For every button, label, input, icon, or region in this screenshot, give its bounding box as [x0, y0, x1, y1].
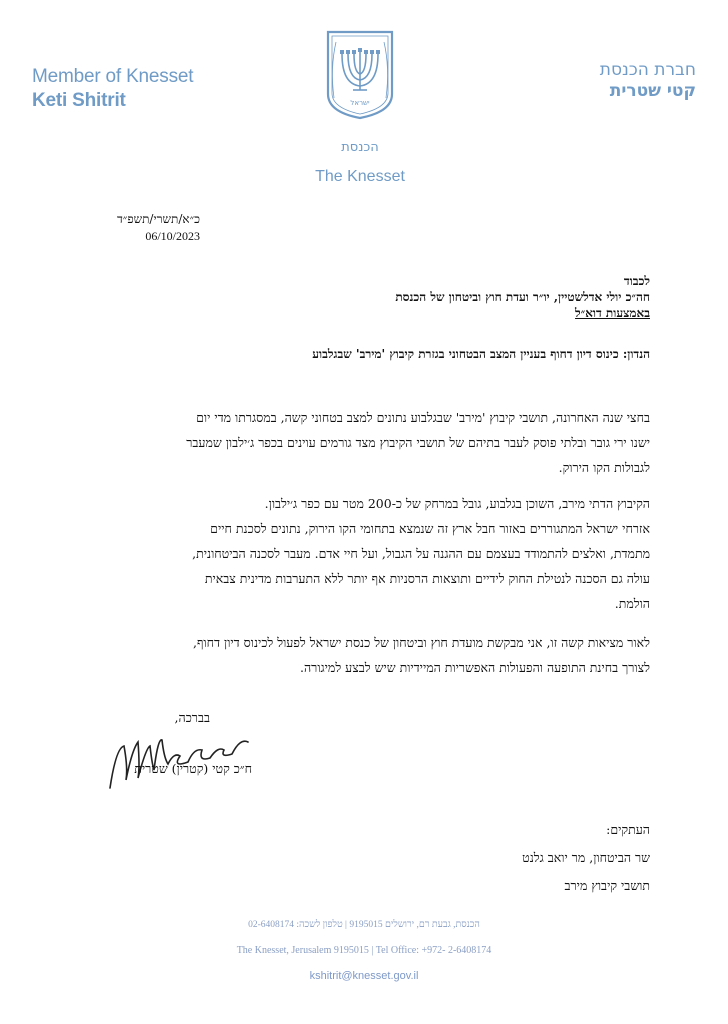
paragraph-line: בחצי שנה האחרונה, תושבי קיבוץ 'מירב' שבגלבוע נתונים למצב בטחוני קשה, במסגרתו מדי יום — [196, 410, 650, 425]
paragraph-line: לצורך בחינת התופעה והפעולות האפשריות המיידיות שיש לבצע למיגורה. — [300, 660, 650, 675]
paragraph-line: הולמת. — [614, 596, 650, 611]
paragraph-line: לאור מציאות קשה זו, אני מבקשת מועדת חוץ וביטחון של כנסת ישראל לפעול לכינוס דיון דחוף, — [192, 635, 650, 650]
copies-item: שר הביטחון, מר יואב גלנט — [522, 850, 650, 865]
addressee-block — [90, 273, 650, 321]
date-gregorian: 06/10/2023 — [145, 229, 200, 243]
delivery-method: באמצעות דוא״ל — [575, 306, 650, 320]
copies-list — [250, 816, 650, 900]
body-paragraph-2 — [30, 491, 650, 616]
addressee-salutation: לכבוד — [623, 274, 650, 288]
body-paragraph-3 — [30, 630, 650, 680]
signer-name: ח״כ קטי (קטרין) שטרית — [134, 761, 252, 776]
copies-title: העתקים: — [606, 822, 650, 837]
closing-greeting: בברכה, — [174, 710, 210, 725]
date-hebrew: כ״א/תשרי/תשפ״ד — [117, 212, 200, 226]
body-paragraph-1 — [30, 405, 650, 480]
menorah-emblem-icon — [320, 28, 400, 120]
mk-name-hebrew: קטי שטרית — [609, 81, 696, 101]
mk-title-english: Member of Knesset — [32, 66, 194, 87]
paragraph-line: עולה גם הסכנה לנטילת החוק לידיים ותוצאות הרסניות אף יותר ללא התערבות מדינית צבאית — [204, 571, 650, 586]
addressee-name: חה״כ יולי אדלשטיין, יו״ר ועדת חוץ וביטחון של הכנסת — [395, 290, 650, 304]
footer-email[interactable]: kshitrit@knesset.gov.il — [309, 970, 419, 982]
knesset-english: The Knesset — [315, 168, 405, 185]
copies-item: תושבי קיבוץ מירב — [564, 878, 650, 893]
paragraph-line: הקיבוץ הדתי מירב, השוכן בגלבוע, גובל במרחק של כ-200 מטר עם כפר ג׳ילבון. — [264, 496, 650, 511]
paragraph-line: אזרחי ישראל המתגוררים באזור חבל ארץ זה שנמצא בתחומי הקו הירוק, נתונים לסכנת חיים — [210, 521, 650, 536]
knesset-hebrew: הכנסת — [341, 140, 379, 155]
footer-address-english: The Knesset, Jerusalem 9195015 | Tel Office: +972- 2-6408174 — [236, 945, 492, 956]
paragraph-line: ישנו ירי גובר ובלתי פוסק לעבר בתיהם של תושבי הקיבוץ מצד גורמים עוינים בכפר ג׳ילבון שמעבר — [186, 435, 650, 450]
paragraph-line: לגבולות הקו הירוק. — [558, 460, 650, 475]
footer-address-hebrew: הכנסת, גבעת רם, ירושלים 9195015 | טלפון לשכה: 02-6408174 — [248, 920, 480, 930]
mk-name-english: Keti Shitrit — [32, 90, 126, 111]
mk-title-hebrew: חברת הכנסת — [599, 60, 696, 80]
subject-line: הנדון: כינוס דיון דחוף בעניין המצב הבטחוני בגזרת קיבוץ 'מירב' שבגלבוע — [312, 347, 650, 361]
emblem-israel-text: ישראל — [350, 99, 370, 107]
paragraph-line: מתמדת, ואלצים להתמודד בעצמם עם ההגנה על הגבול, ועל חיי אדם. מעבר לסכנה הביטחונית, — [192, 546, 650, 561]
